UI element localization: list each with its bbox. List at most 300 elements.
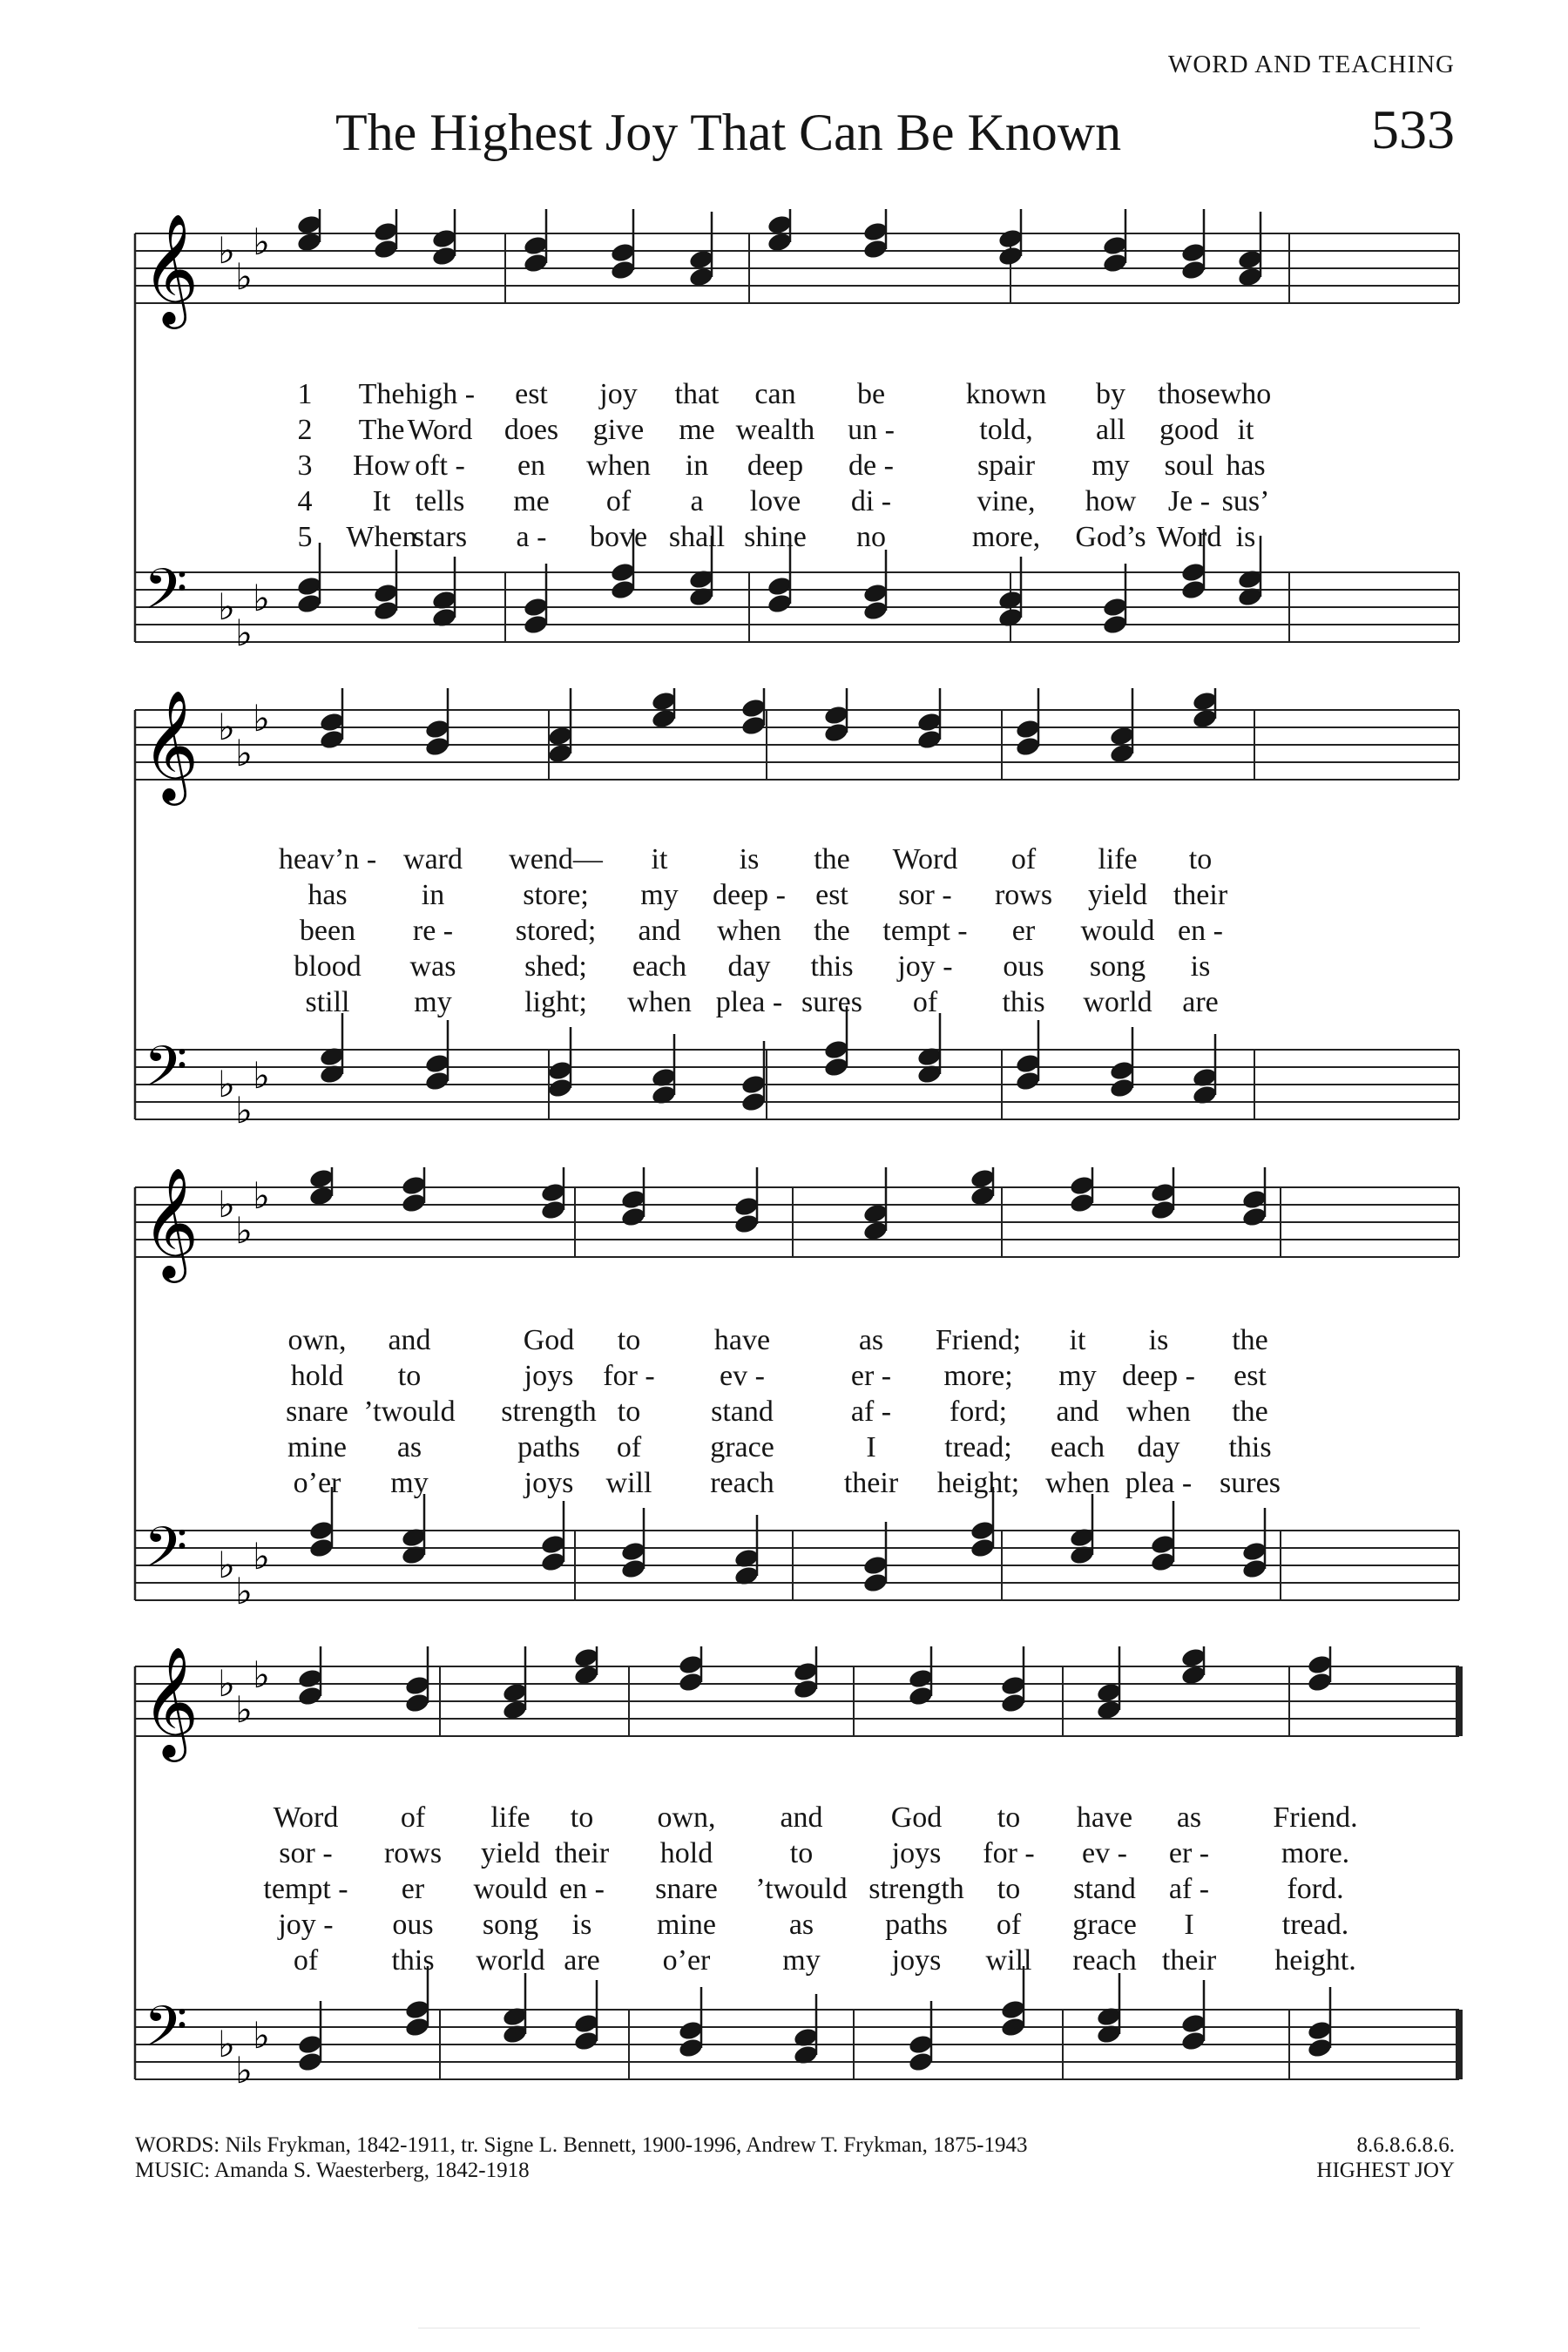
lyric-syllable: o’er: [662, 1944, 711, 1977]
lyric-syllable: are: [1182, 986, 1219, 1018]
lyric-syllable: strength: [868, 1873, 964, 1905]
bass-note-head: [733, 1565, 760, 1587]
treble-note-head: [319, 728, 346, 751]
treble-note-head: [404, 1674, 431, 1697]
treble-note-head: [1307, 1671, 1334, 1693]
lyric-syllable: deep: [747, 449, 804, 482]
lyric-syllable: to: [997, 1801, 1021, 1834]
flat-icon: ♭: [218, 2025, 235, 2065]
lyric-syllable: my: [640, 879, 679, 911]
treble-note-head: [523, 252, 550, 274]
lyric-syllable: is: [1235, 521, 1256, 553]
bass-note-head: [916, 1063, 943, 1085]
treble-note-head: [1241, 1188, 1268, 1211]
treble-note-head: [1307, 1653, 1334, 1676]
bass-note-head: [740, 1091, 767, 1113]
treble-note-head: [1102, 234, 1129, 257]
lyric-syllable: the: [1232, 1324, 1268, 1356]
bass-note-head: [319, 1063, 346, 1085]
bass-note-head: [373, 599, 400, 622]
lyric-syllable: soul: [1164, 449, 1214, 482]
section-label: WORD AND TEACHING: [1167, 51, 1455, 78]
lyric-syllable: store;: [523, 879, 589, 911]
treble-note-head: [823, 704, 850, 727]
lyric-syllable: stored;: [515, 915, 597, 947]
bass-note-head: [1096, 2005, 1123, 2028]
lyric-syllable: all: [1096, 414, 1125, 446]
bass-note-head: [1102, 596, 1129, 618]
treble-note-head: [610, 241, 637, 264]
lyric-syllable: sor -: [898, 879, 952, 911]
treble-note-head: [862, 238, 889, 260]
bass-note-head: [502, 2005, 529, 2028]
treble-note-head: [908, 1685, 935, 1707]
lyric-syllable: who: [1220, 378, 1272, 410]
lyric-syllable: a -: [516, 521, 547, 553]
lyric-syllable: to: [570, 1801, 594, 1834]
words-credit: [135, 2132, 1027, 2183]
lyric-syllable: still: [305, 986, 350, 1018]
flat-icon: ♭: [235, 1691, 253, 1731]
lyric-syllable: ’twould: [755, 1873, 848, 1905]
lyric-syllable: Word: [273, 1801, 339, 1834]
hymn-title: The Highest Joy That Can Be Known: [335, 104, 1122, 161]
lyric-syllable: world: [476, 1944, 545, 1977]
lyric-syllable: paths: [517, 1431, 580, 1463]
treble-note-head: [908, 1667, 935, 1690]
bass-note-head: [997, 606, 1024, 629]
bass-note-head: [997, 589, 1024, 612]
flat-icon: ♭: [253, 700, 270, 740]
bass-note-head: [916, 1045, 943, 1068]
bass-note-head: [431, 606, 458, 629]
bass-note-head: [1192, 1084, 1219, 1106]
lyric-syllable: Friend;: [935, 1324, 1022, 1356]
lyric-syllable: en -: [559, 1873, 605, 1905]
bass-note-head: [862, 599, 889, 622]
bass-note-head: [1237, 585, 1264, 608]
lyric-syllable: How: [352, 449, 411, 482]
lyric-syllable: yield: [1088, 879, 1147, 911]
lyric-syllable: en -: [1178, 915, 1223, 947]
bass-clef-icon: 𝄢: [144, 1995, 188, 2073]
bass-note-head: [573, 2030, 600, 2052]
lyric-syllable: mine: [657, 1909, 716, 1941]
lyric-syllable: sor -: [279, 1837, 333, 1869]
lyric-syllable: would: [473, 1873, 548, 1905]
bass-note-head: [767, 575, 794, 598]
lyric-syllable: reach: [1072, 1944, 1137, 1977]
lyric-syllable: stand: [1073, 1873, 1136, 1905]
lyric-syllable: o’er: [293, 1467, 341, 1499]
lyric-syllable: blood: [294, 950, 362, 983]
flat-icon: ♭: [218, 1065, 235, 1105]
lyric-syllable: rows: [383, 1837, 443, 1869]
bass-clef-icon: 𝄢: [144, 558, 188, 636]
lyric-syllable: the: [814, 843, 850, 875]
bass-note-head: [401, 1526, 428, 1549]
lyric-syllable: of: [912, 986, 938, 1018]
lyric-syllable: oft -: [415, 449, 465, 482]
lyric-syllable: me: [679, 414, 715, 446]
lyric-syllable: joys: [891, 1837, 942, 1869]
bass-note-head: [502, 2023, 529, 2045]
lyric-syllable: er: [1011, 915, 1036, 947]
lyric-syllable: each: [1050, 1431, 1105, 1463]
lyric-syllable: in: [421, 879, 445, 911]
treble-clef-icon: 𝄞: [142, 1646, 199, 1757]
bass-note-head: [523, 596, 550, 618]
lyric-syllable: no: [856, 521, 886, 553]
lyric-syllable: vine,: [977, 485, 1036, 517]
bass-note-head: [1069, 1544, 1096, 1566]
lyric-syllable: stars: [412, 521, 468, 553]
lyric-syllable: of: [605, 485, 632, 517]
lyric-syllable: are: [564, 1944, 600, 1977]
bass-note-head: [540, 1533, 567, 1556]
lyric-syllable: ev -: [720, 1360, 765, 1392]
lyric-syllable: I: [866, 1431, 876, 1463]
lyric-syllable: give: [592, 414, 645, 446]
lyric-syllable: Word: [407, 414, 473, 446]
bass-note-head: [1180, 2012, 1207, 2035]
music-system-4: [0, 1646, 1568, 2117]
treble-clef-icon: 𝄞: [142, 689, 199, 801]
lyric-syllable: snare: [655, 1873, 718, 1905]
lyric-syllable: shine: [744, 521, 807, 553]
bass-note-head: [1180, 578, 1207, 601]
lyric-syllable: yield: [481, 1837, 540, 1869]
treble-clef-icon: 𝄞: [142, 213, 199, 324]
flat-icon: ♭: [235, 734, 253, 774]
bass-note-head: [1237, 568, 1264, 591]
flat-icon: ♭: [253, 2017, 270, 2057]
lyric-syllable: sures: [1220, 1467, 1281, 1499]
verse-number: 2: [297, 414, 313, 446]
lyric-syllable: shall: [668, 521, 726, 553]
flat-icon: ♭: [218, 708, 235, 748]
lyric-syllable: known: [965, 378, 1047, 410]
lyric-syllable: height.: [1274, 1944, 1356, 1977]
lyric-syllable: good: [1159, 414, 1219, 446]
bass-note-head: [1109, 1059, 1136, 1082]
flat-icon: ♭: [235, 1572, 253, 1612]
lyric-syllable: for -: [603, 1360, 655, 1392]
lyric-syllable: plea -: [715, 986, 783, 1018]
lyric-syllable: a: [690, 485, 704, 517]
lyric-syllable: for -: [983, 1837, 1035, 1869]
lyric-syllable: hold: [290, 1360, 344, 1392]
lyric-syllable: life: [490, 1801, 531, 1834]
flat-icon: ♭: [218, 588, 235, 628]
lyric-syllable: re -: [412, 915, 454, 947]
lyric-syllable: by: [1096, 378, 1125, 410]
lyric-syllable: life: [1098, 843, 1138, 875]
lyric-syllable: sures: [801, 986, 862, 1018]
treble-note-head: [916, 728, 943, 751]
bass-note-head: [547, 1059, 574, 1082]
bass-note-head: [308, 1519, 335, 1542]
bass-note-head: [862, 1571, 889, 1594]
music-credit-line: MUSIC: Amanda S. Waesterberg, 1842-1918: [135, 2159, 530, 2182]
lyric-syllable: more;: [943, 1360, 1013, 1392]
lyric-syllable: will: [985, 1944, 1032, 1977]
bass-note-head: [678, 2037, 705, 2059]
lyric-syllable: ous: [392, 1909, 434, 1941]
treble-note-head: [540, 1199, 567, 1221]
treble-note-head: [740, 697, 767, 720]
lyric-syllable: to: [997, 1873, 1021, 1905]
treble-note-head: [678, 1653, 705, 1676]
lyric-syllable: sus’: [1221, 485, 1270, 517]
lyric-syllable: each: [632, 950, 687, 983]
lyric-syllable: af -: [1168, 1873, 1210, 1905]
lyric-syllable: does: [504, 414, 559, 446]
lyric-syllable: that: [674, 378, 720, 410]
lyric-syllable: and: [780, 1801, 823, 1834]
bass-note-head: [297, 2033, 324, 2056]
bass-note-head: [1307, 2019, 1334, 2042]
lyric-syllable: have: [713, 1324, 771, 1356]
bass-note-head: [1000, 2016, 1027, 2038]
treble-note-head: [1000, 1674, 1027, 1697]
lyric-syllable: world: [1083, 986, 1152, 1018]
flat-icon: ♭: [235, 258, 253, 298]
treble-note-head: [401, 1174, 428, 1197]
bass-note-head: [424, 1070, 451, 1092]
lyric-syllable: song: [1089, 950, 1146, 983]
treble-note-head: [404, 1692, 431, 1714]
verse-number: 1: [297, 378, 313, 410]
lyric-syllable: this: [1228, 1431, 1272, 1463]
lyric-syllable: can: [754, 378, 796, 410]
treble-note-head: [1069, 1192, 1096, 1214]
flat-icon: ♭: [218, 232, 235, 272]
lyric-syllable: of: [616, 1431, 642, 1463]
bass-note-head: [401, 1544, 428, 1566]
lyric-syllable: of: [1010, 843, 1037, 875]
lyric-syllable: the: [1232, 1396, 1268, 1428]
lyric-syllable: er -: [850, 1360, 892, 1392]
bass-note-head: [767, 592, 794, 615]
bass-note-head: [404, 1998, 431, 2021]
lyric-syllable: shed;: [524, 950, 587, 983]
lyric-syllable: their: [843, 1467, 899, 1499]
lyric-syllable: me: [513, 485, 550, 517]
bass-note-head: [908, 2033, 935, 2056]
bass-note-head: [620, 1558, 647, 1580]
lyric-syllable: af -: [850, 1396, 892, 1428]
lyric-syllable: told,: [979, 414, 1033, 446]
lyric-syllable: The: [358, 378, 405, 410]
treble-note-head: [373, 238, 400, 260]
lyric-syllable: strength: [501, 1396, 597, 1428]
lyric-syllable: and: [638, 915, 681, 947]
flat-icon: ♭: [235, 1212, 253, 1252]
bass-note-head: [908, 2051, 935, 2073]
tune-info: [1316, 2132, 1455, 2183]
lyric-syllable: my: [390, 1467, 429, 1499]
lyric-syllable: day: [1137, 1431, 1180, 1463]
treble-note-head: [610, 259, 637, 281]
bass-note-head: [793, 2044, 820, 2066]
lyric-syllable: is: [739, 843, 760, 875]
flat-icon: ♭: [218, 1186, 235, 1226]
lyric-syllable: joys: [891, 1944, 942, 1977]
lyric-syllable: more.: [1281, 1837, 1350, 1869]
lyric-syllable: tread.: [1281, 1909, 1349, 1941]
lyric-syllable: snare: [286, 1396, 348, 1428]
lyric-syllable: it: [651, 843, 668, 875]
lyric-syllable: de -: [848, 449, 894, 482]
lyric-syllable: and: [388, 1324, 431, 1356]
lyric-syllable: est: [1233, 1360, 1267, 1392]
bass-note-head: [540, 1551, 567, 1573]
lyric-syllable: the: [814, 915, 850, 947]
lyric-syllable: their: [554, 1837, 610, 1869]
lyric-syllable: Je -: [1167, 485, 1211, 517]
treble-note-head: [793, 1660, 820, 1683]
lyric-syllable: tells: [415, 485, 465, 517]
lyric-syllable: stand: [711, 1396, 774, 1428]
bass-note-head: [573, 2012, 600, 2035]
lyric-syllable: heav’n -: [278, 843, 377, 875]
lyric-syllable: my: [1058, 1360, 1097, 1392]
lyric-syllable: deep -: [712, 879, 787, 911]
lyric-syllable: joy -: [278, 1909, 334, 1941]
lyric-syllable: my: [414, 986, 452, 1018]
bass-note-head: [793, 2026, 820, 2049]
treble-note-head: [431, 227, 458, 250]
treble-note-head: [1150, 1199, 1177, 1221]
treble-note-head: [1150, 1181, 1177, 1204]
bass-note-head: [523, 613, 550, 636]
lyric-syllable: joys: [524, 1467, 574, 1499]
lyric-syllable: when: [586, 449, 651, 482]
lyric-syllable: to: [617, 1396, 641, 1428]
flat-icon: ♭: [253, 1656, 270, 1696]
lyric-syllable: un -: [848, 414, 895, 446]
bass-note-head: [1015, 1052, 1042, 1075]
lyric-syllable: rows: [994, 879, 1053, 911]
lyric-syllable: God: [890, 1801, 943, 1834]
lyric-syllable: est: [815, 879, 848, 911]
bass-note-head: [970, 1519, 997, 1542]
bass-note-head: [1307, 2037, 1334, 2059]
lyric-syllable: en: [517, 449, 546, 482]
verse-number: 3: [297, 449, 313, 482]
bass-note-head: [823, 1038, 850, 1061]
treble-note-head: [540, 1181, 567, 1204]
lyric-syllable: of: [996, 1909, 1022, 1941]
lyric-syllable: been: [299, 915, 356, 947]
lyric-syllable: mine: [287, 1431, 347, 1463]
lyric-syllable: those: [1158, 378, 1220, 410]
lyric-syllable: my: [782, 1944, 821, 1977]
lyric-syllable: in: [685, 449, 709, 482]
lyric-syllable: grace: [710, 1431, 774, 1463]
lyric-syllable: tempt -: [263, 1873, 348, 1905]
flat-icon: ♭: [253, 1538, 270, 1578]
bass-note-head: [733, 1547, 760, 1570]
lyric-syllable: when: [1045, 1467, 1110, 1499]
lyric-syllable: reach: [710, 1467, 774, 1499]
bass-note-head: [1015, 1070, 1042, 1092]
treble-note-head: [862, 220, 889, 243]
lyric-syllable: di -: [850, 485, 892, 517]
treble-note-head: [297, 1667, 324, 1690]
lyric-syllable: their: [1173, 879, 1228, 911]
lyric-syllable: song: [482, 1909, 539, 1941]
treble-note-head: [997, 245, 1024, 267]
treble-note-head: [793, 1678, 820, 1700]
treble-note-head: [401, 1192, 428, 1214]
flat-icon: ♭: [253, 579, 270, 619]
treble-note-head: [1241, 1206, 1268, 1228]
meter-label: 8.6.8.6.8.6.: [1356, 2133, 1455, 2157]
bass-note-head: [620, 1540, 647, 1563]
lyric-syllable: when: [1126, 1396, 1191, 1428]
bass-note-head: [651, 1066, 678, 1089]
bass-note-head: [688, 568, 715, 591]
lyric-syllable: is: [571, 1909, 592, 1941]
lyric-syllable: has: [308, 879, 348, 911]
lyric-syllable: to: [1188, 843, 1213, 875]
lyric-syllable: hold: [659, 1837, 713, 1869]
bass-note-head: [1241, 1540, 1268, 1563]
bass-note-head: [308, 1537, 335, 1559]
lyric-syllable: When: [346, 521, 417, 553]
lyric-syllable: of: [400, 1801, 426, 1834]
bass-staff: [135, 2010, 1459, 2079]
lyric-syllable: it: [1237, 414, 1254, 446]
treble-note-head: [997, 227, 1024, 250]
lyric-syllable: er -: [1168, 1837, 1210, 1869]
verse-number: 5: [297, 521, 313, 553]
bass-note-head: [1192, 1066, 1219, 1089]
lyric-syllable: own,: [287, 1324, 347, 1356]
lyric-syllable: is: [1190, 950, 1211, 983]
bass-note-head: [1241, 1558, 1268, 1580]
lyric-syllable: plea -: [1125, 1467, 1193, 1499]
treble-note-head: [1180, 259, 1207, 281]
verse-number: 4: [297, 485, 313, 517]
bass-note-head: [297, 2051, 324, 2073]
staff-svg: [0, 1167, 1568, 1638]
lyric-syllable: to: [617, 1324, 641, 1356]
lyric-syllable: was: [409, 950, 456, 983]
bass-note-head: [1096, 2023, 1123, 2045]
treble-note-head: [431, 245, 458, 267]
treble-clef-icon: 𝄞: [142, 1167, 199, 1278]
flat-icon: ♭: [235, 614, 253, 654]
lyric-syllable: own,: [657, 1801, 716, 1834]
lyric-syllable: day: [727, 950, 771, 983]
lyric-syllable: and: [1056, 1396, 1099, 1428]
lyric-syllable: to: [789, 1837, 814, 1869]
bass-note-head: [1069, 1526, 1096, 1549]
lyric-syllable: when: [627, 986, 692, 1018]
lyric-syllable: wealth: [735, 414, 815, 446]
bass-note-head: [547, 1077, 574, 1099]
flat-icon: ♭: [218, 1665, 235, 1705]
treble-note-head: [823, 721, 850, 744]
lyric-syllable: height;: [936, 1467, 1020, 1499]
flat-icon: ♭: [253, 1177, 270, 1217]
lyric-syllable: ford;: [949, 1396, 1008, 1428]
treble-note-head: [740, 714, 767, 737]
bass-note-head: [610, 578, 637, 601]
